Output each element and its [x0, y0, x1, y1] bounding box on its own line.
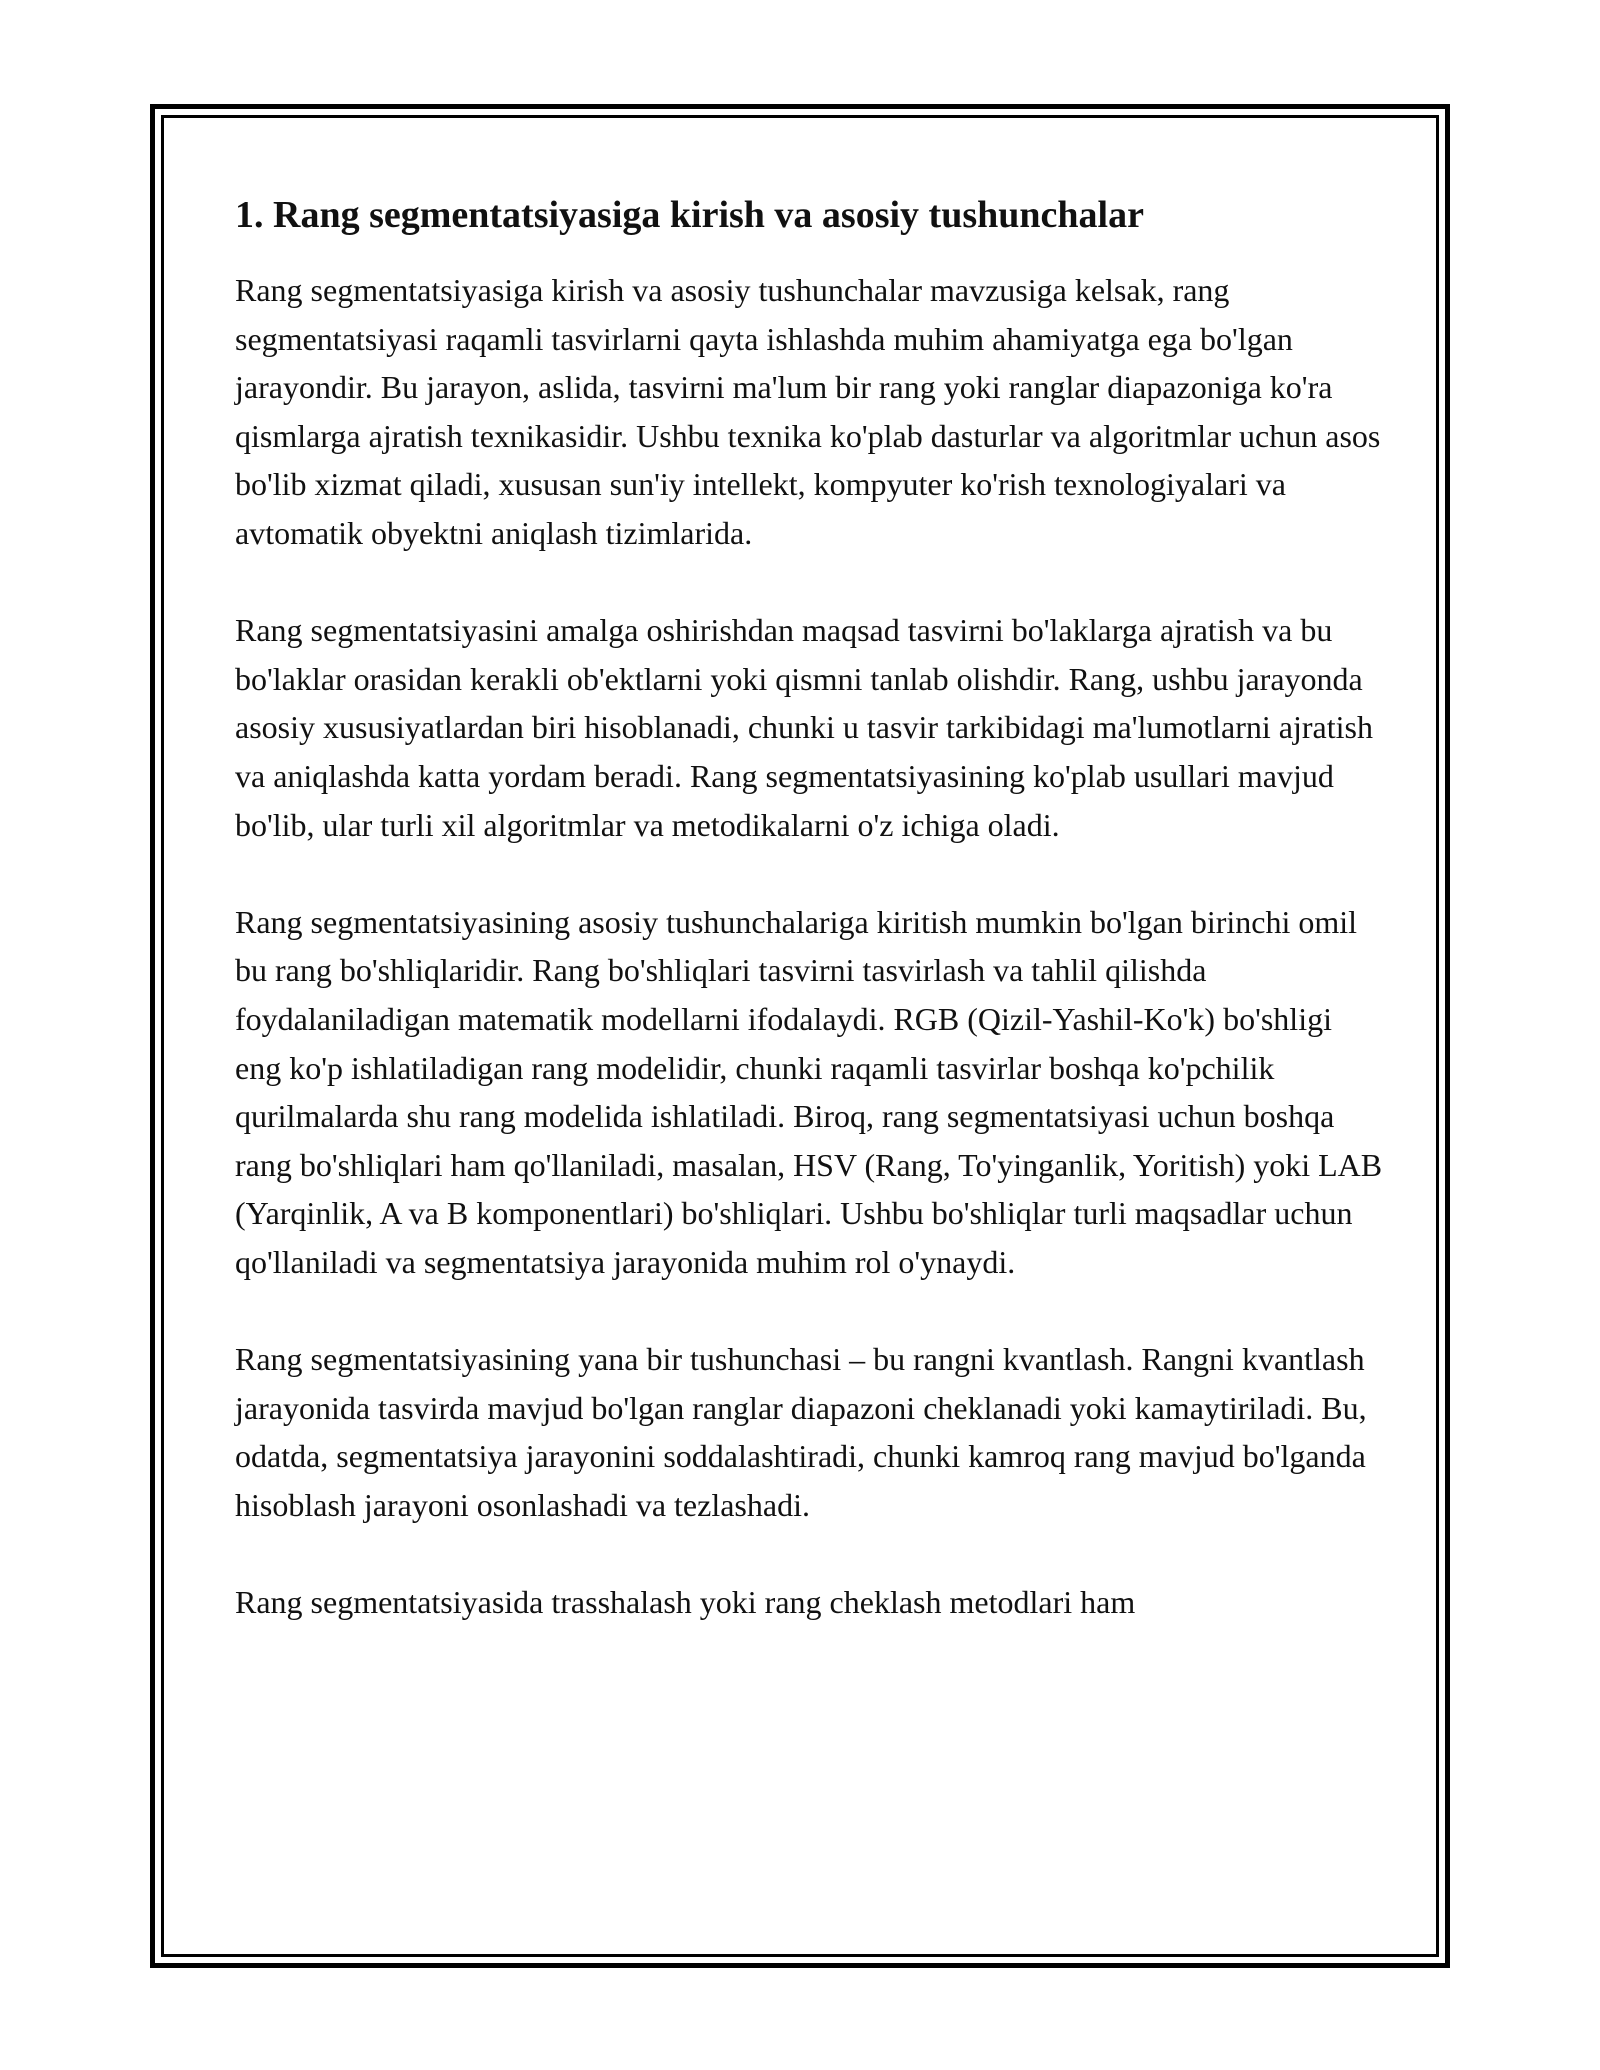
- section-heading: 1. Rang segmentatsiyasiga kirish va asosiy tushunchalar: [235, 194, 1144, 236]
- paragraph-5: Rang segmentatsiyasida trasshalash yoki rang cheklash metodlari ham: [235, 1584, 1136, 1621]
- paragraph-3: Rang segmentatsiyasining asosiy tushunchalariga kiritish mumkin bo'lgan birinchi omil bu rang bo'shliqlaridir. Rang bo'shliqlari tasvirni tasvirlash va tahlil qilishda foydalaniladigan matematik modellarni ifodalaydi. RGB (Qizil-Yashil-Ko'k) bo'shligi eng ko'p ishlatiladigan rang modelidir, chunki raqamli tasvirlar boshqa ko'pchilik qurilmalarda shu rang modelida ishlatiladi. Biroq, rang segmentatsiyasi uchun boshqa rang bo'shliqlari ham qo'llaniladi, masalan, HSV (Rang, To'yinganlik, Yoritish) yoki LAB (Yarqinlik, A va B komponentlari) bo'shliqlari. Ushbu bo'shliqlar turli maqsadlar uchun qo'llaniladi va segmentatsiya jarayonida muhim rol o'ynaydi.: [235, 903, 1383, 1280]
- paragraph-1: Rang segmentatsiyasiga kirish va asosiy tushunchalar mavzusiga kelsak, rang segmentatsiyasi raqamli tasvirlarni qayta ishlashda muhim ahamiyatga ega bo'lgan jarayondir. Bu jarayon, aslida, tasvirni ma'lum bir rang yoki ranglar diapazoniga ko'ra qismlarga ajratish texnikasidir. Ushbu texnika ko'plab dasturlar va algoritmlar uchun asos bo'lib xizmat qiladi, xususan sun'iy intellekt, kompyuter ko'rish texnologiyalari va avtomatik obyektni aniqlash tizimlarida.: [235, 272, 1381, 551]
- document-body: [235, 190, 1385, 1627]
- paragraph-2: Rang segmentatsiyasini amalga oshirishdan maqsad tasvirni bo'laklarga ajratish va bu bo'laklar orasidan kerakli ob'ektlarni yoki qismni tanlab olishdir. Rang, ushbu jarayonda asosiy xususiyatlardan biri hisoblanadi, chunki u tasvir tarkibidagi ma'lumotlarni ajratish va aniqlashda katta yordam beradi. Rang segmentatsiyasining ko'plab usullari mavjud bo'lib, ular turli xil algoritmlar va metodikalarni o'z ichiga oladi.: [235, 612, 1373, 843]
- paragraph-4: Rang segmentatsiyasining yana bir tushunchasi – bu rangni kvantlash. Rangni kvantlash jarayonida tasvirda mavjud bo'lgan ranglar diapazoni cheklanadi yoki kamaytiriladi. Bu, odatda, segmentatsiya jarayonini soddalashtiradi, chunki kamroq rang mavjud bo'lganda hisoblash jarayoni osonlashadi va tezlashadi.: [235, 1341, 1367, 1523]
